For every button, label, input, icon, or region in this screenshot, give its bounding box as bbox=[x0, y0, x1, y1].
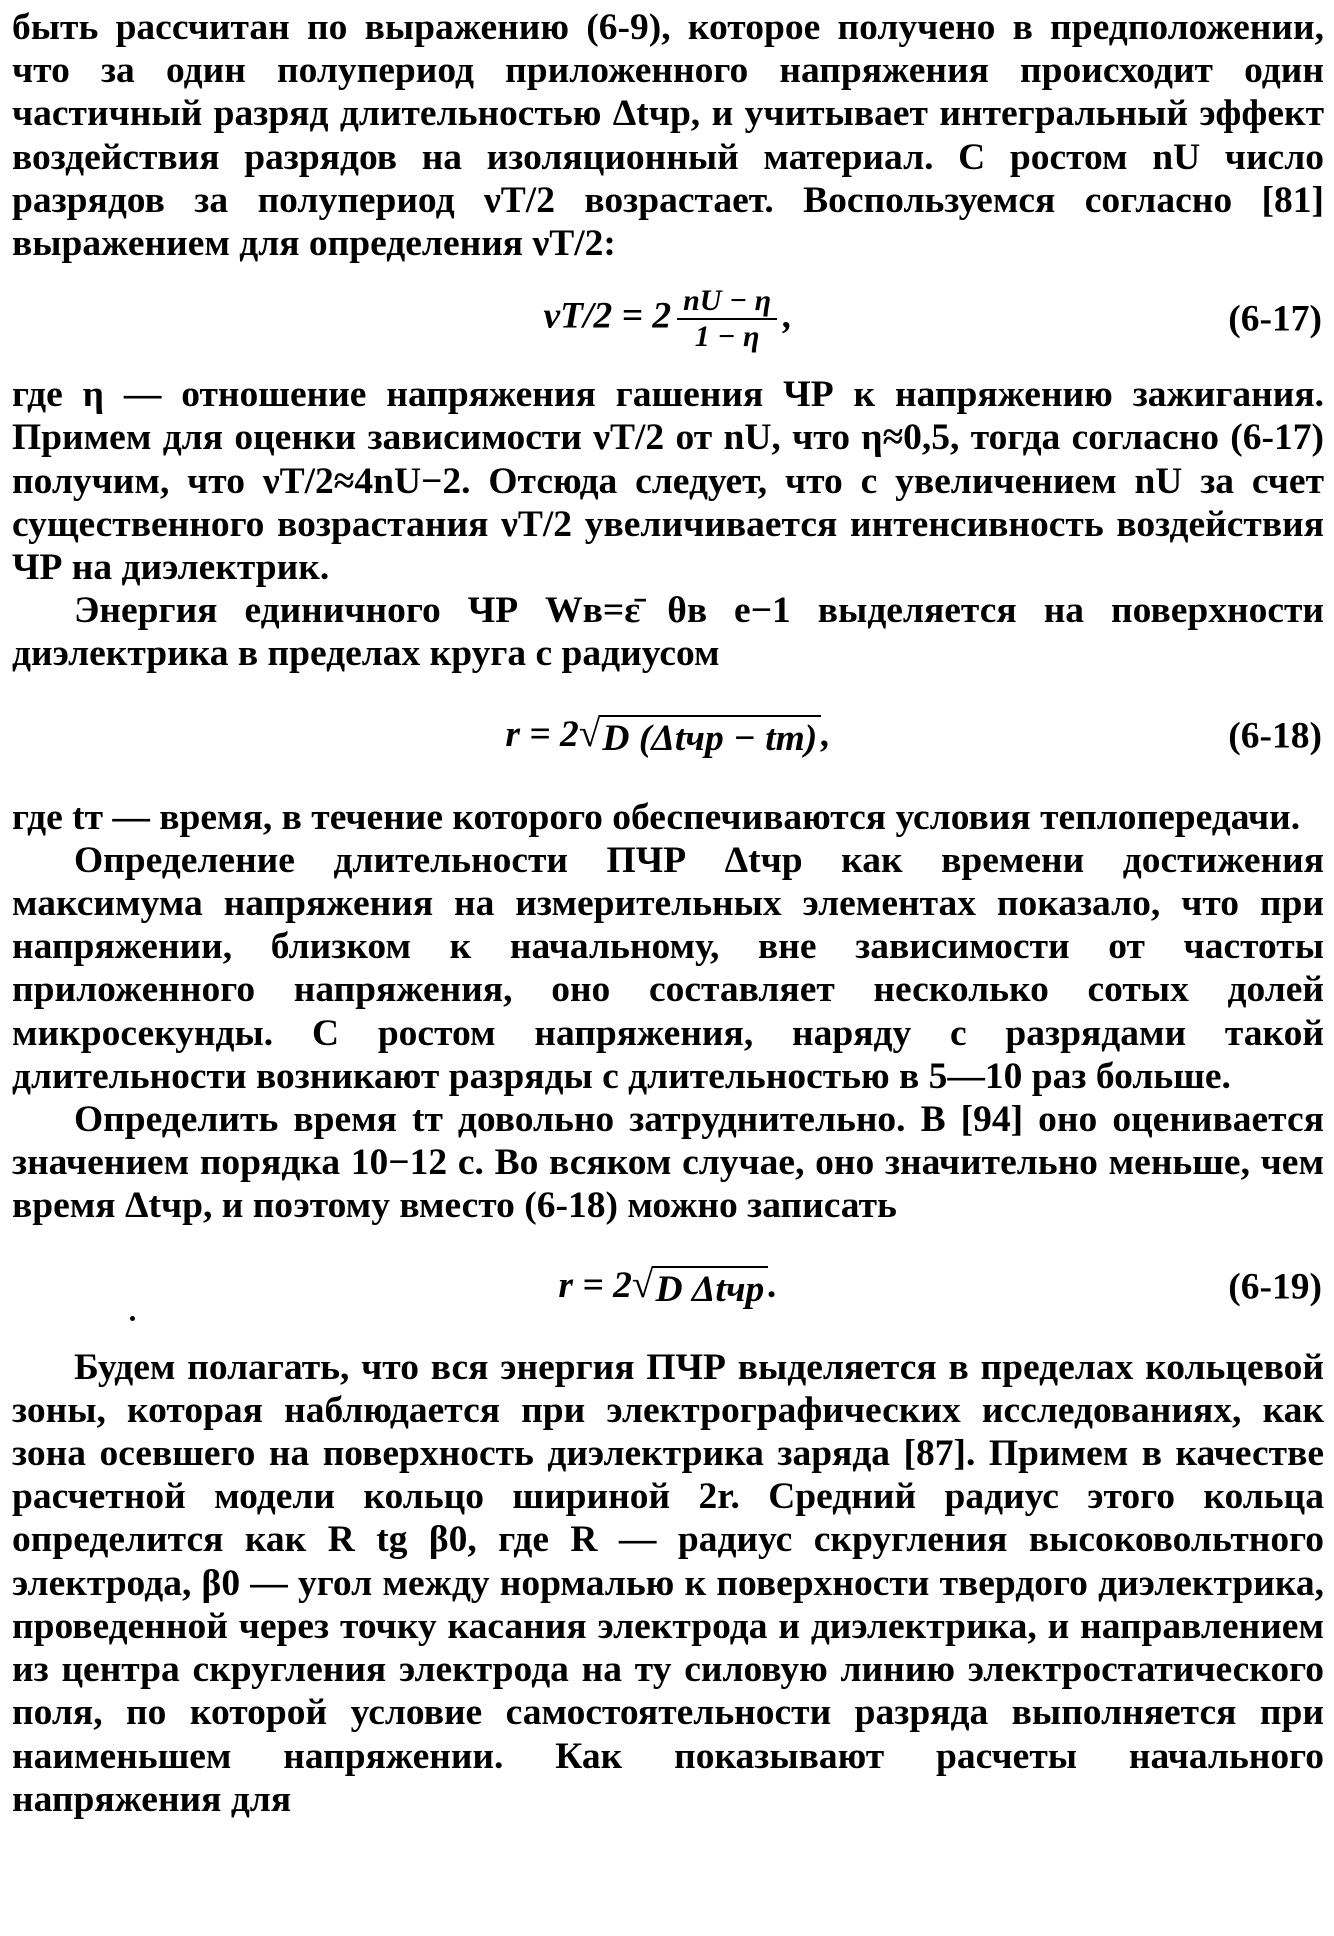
equation-6-18-number: (6-18) bbox=[1228, 715, 1322, 757]
equation-6-19-number: (6-19) bbox=[1228, 1266, 1322, 1308]
equation-6-17-formula bbox=[544, 284, 793, 354]
stray-dot-mark bbox=[130, 1316, 135, 1321]
sqrt-sign-icon: √ bbox=[578, 710, 601, 755]
paragraph-5: Определение длительности ПЧР Δtчр как времени достижения максимума напряжения на измерительных элементах показало, что при напряжении, близком к начальному, вне зависимости от частоты приложенного напряжения, оно составляет несколько сотых долей микросекунды. С ростом напряжения, наряду с разрядами такой длительности возникают разряды с длительностью в 5—10 раз больше. bbox=[12, 839, 1324, 1097]
paragraph-1: быть рассчитан по выражению (6-9), которое получено в предположении, что за один полупериод приложенного напряжения происходит один частичный разряд длительностью Δtчр, и учитывает интегральный эффект воздействия разрядов на изоляционный материал. С ростом nU число разрядов за полупериод νT/2 возрастает. Воспользуемся согласно [81] выражением для определения νT/2: bbox=[12, 7, 1324, 265]
equation-6-17-number: (6-17) bbox=[1228, 298, 1322, 340]
equation-6-19-sqrt bbox=[632, 1263, 768, 1311]
equation-6-17-denominator: 1 − η bbox=[694, 320, 760, 354]
paragraph-4: где tт — время, в течение которого обеспечиваются условия теплопередачи. bbox=[12, 796, 1301, 838]
equation-6-17-fraction bbox=[677, 284, 777, 354]
paragraph-3: Энергия единичного ЧР Wв=ε̄ θв e−1 выделяется на поверхности диэлектрика в пределах круга с радиусом bbox=[12, 590, 1324, 675]
paragraph-7: Будем полагать, что вся энергия ПЧР выделяется в пределах кольцевой зоны, которая наблюдается при электрографических исследованиях, как зона осевшего на поверхность диэлектрика заряда [87]. Примем в качестве расчетной модели кольцо шириной 2r. Средний радиус этого кольца определится как R tg β0, где R — радиус скругления высоковольтного электрода, β0 — угол между нормалью к поверхности твердого диэлектрика, проведенной через точку касания электрода и диэлектрика, и направлением из центра скругления электрода на ту силовую линию электростатического поля, по которой условие самостоятельности разряда выполняется при наименьшем напряжении. Как показывают расчеты начального напряжения для bbox=[12, 1346, 1324, 1820]
equation-6-18-radicand: D (Δtчр − tт) bbox=[600, 715, 821, 760]
paragraph-2: где η — отношение напряжения гашения ЧР к напряжению зажигания. Примем для оценки зависимости νT/2 от nU, что η≈0,5, тогда согласно (6-17) получим, что νT/2≈4nU−2. Отсюда следует, что с увеличением nU за счет существенного возрастания νT/2 увеличивается интенсивность воздействия ЧР на диэлектрик. bbox=[12, 374, 1324, 589]
sqrt-sign-icon: √ bbox=[631, 1261, 654, 1306]
equation-6-17-lhs: νT/2 = 2 bbox=[543, 295, 672, 337]
equation-6-17 bbox=[12, 265, 1324, 373]
equation-6-19-tail: . bbox=[768, 1264, 778, 1306]
equation-6-18-lhs: r = 2 bbox=[505, 713, 579, 755]
equation-6-19-lhs: r = 2 bbox=[558, 1264, 632, 1306]
equation-6-17-numerator: nU − η bbox=[677, 284, 777, 320]
paragraph-6: Определить время tт довольно затруднительно. В [94] оно оценивается значением порядка 10−12 с. Во всяком случае, оно значительно меньше, чем время Δtчр, и поэтому вместо (6-18) можно записать bbox=[12, 1099, 1324, 1227]
equation-6-19-formula bbox=[558, 1263, 777, 1311]
equation-6-19 bbox=[12, 1228, 1324, 1346]
equation-6-18-tail: , bbox=[821, 713, 831, 755]
equation-6-18-sqrt bbox=[579, 712, 821, 760]
equation-6-19-radicand: D Δtчр bbox=[653, 1266, 768, 1311]
equation-6-17-tail: , bbox=[783, 295, 793, 337]
equation-6-18-formula bbox=[505, 712, 830, 760]
equation-6-18 bbox=[12, 676, 1324, 796]
